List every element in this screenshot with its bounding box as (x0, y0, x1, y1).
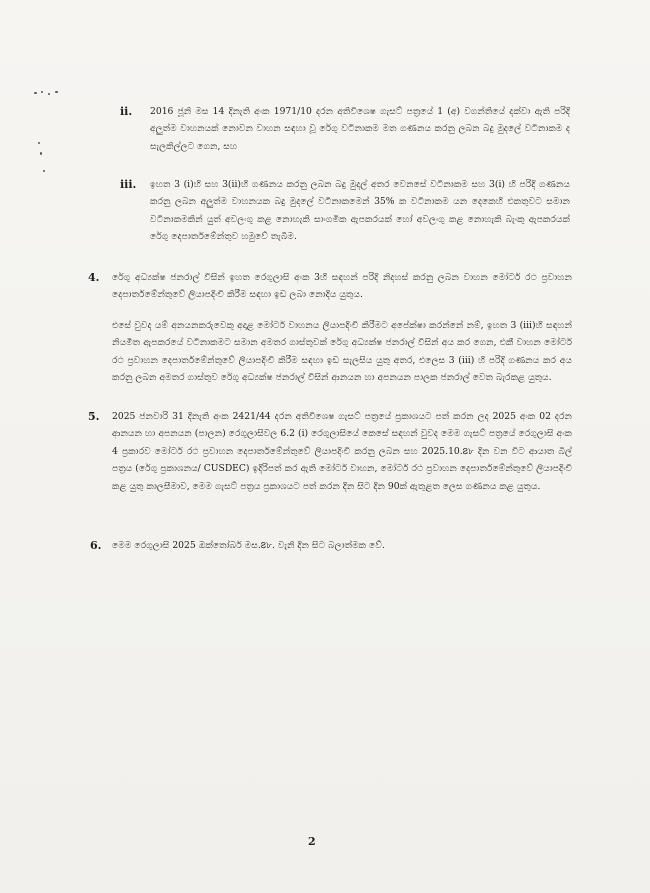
item-iii-number: iii. (120, 178, 137, 191)
page-number: 2 (308, 835, 316, 848)
item-ii-number: ii. (120, 105, 133, 118)
section-5-text: 2025 ජනවාරි 31 දිනැති අංක 2421/44 දරන අතිවිශෙෂ ගැසට් පත්‍රයේ ප්‍රකාශයට පත් කරන ලද 2025 අංක 02 දරන ආනයන හා අපනයන (පාලන) රෙගුලාසිවල 6.2 (i) රෙගුලාසියේ කෙසේ සඳහන් වුවද මෙම ගැසට් පත්‍රයේ රෙගුලාසි අංක 4 ප්‍රකාරව මෝටර් රථ ප්‍රවාහන දෙපාර්තමේන්තුවේ ලියාපදිංචි කරනු ලබන සහ 2025.10.౭৮ දින වන විට ආයාත බිල් පත්‍රය (රේගු ප්‍රකාශනය/ CUSDEC) ඉදිරිපත් කර ඇති මෝටර් වාහන, මෝටර් රථ ප්‍රවාහන දෙපාර්තමේන්තුවේ ලියාපදිංචි කළ යුතු කාලසීමාව, මෙම ගැසට් පත්‍රය ප්‍රකාශයට පත් කරන දින සිට දින 90ක් ඇතුළත ලෙස ගණනය කළ යුතුය. (112, 411, 572, 492)
scan-speck (48, 93, 50, 95)
scan-speck (55, 91, 58, 93)
section-4-text: රේගු අධ්‍යක්ෂ ජනරාල් විසින් ඉහත රෙගුලාසි අංක 3හි සඳහන් පරිදි නිදහස් කරනු ලබන වාහන මෝටර් රථ ප්‍රවාහන දෙපාර්තමේන්තුවේ ලියාපදිංචි කිරීම සඳහා ඉඩ ලබා නොදිය යුතුය. (112, 272, 572, 301)
section-6-number: 6. (90, 539, 102, 552)
item-ii-text: 2016 ජූනි මස 14 දිනැති අංක 1971/10 දරන අතිවිශෙෂ ගැසට් පත්‍රයේ 1 (අ) වගන්තියේ දක්වා ඇති පරිදි අලුත්ම වාහනයක් නොවන වාහන සඳහා වූ රේගු වටිනාකම මත ගණනය කරනු ලබන බදු මුදලේ වටිනාකම ද සැලකිල්ලට ගෙන, සහ (150, 106, 570, 152)
item-iii-text: ඉහත 3 (i)හි සහ 3(ii)හි ගණනය කරනු ලබන බදු මුදල් අතර වෙනසේ වටිනාකම සහ 3(i) හි පරිදි ගණනය කරනු ලබන අලුත්ම වාහනයක බදු මුදලේ වටිනාකමෙන් 35% ක වටිනාකම යන දෙකෙහි එකතුවට සමාන වටිනාකමකින් යුත් අවලංගු කළ නොහැකි සාංගමික ඇපකරයක් හෝ අවලංගු කළ නොහැකි බැංකු ඇපකරයක් රේගු දෙපාර්තමේන්තුව හමුවේ තැබීම. (150, 179, 570, 243)
section-4-number: 4. (88, 271, 100, 284)
scan-speck (41, 91, 43, 93)
section-4-continuation: එසේ වුවද යම් අනයනකරුවෙකු අදාළ මෝටර් වාහනය ලියාපදිංචි කිරීමට අපේක්ෂා කරන්නේ නම්, ඉහත 3 (iii)හි සඳහන් නියමිත ඇපකරයේ වටිනාකමට සමාන අමතර ගාස්තුවක් රේගු අධ්‍යක්ෂ ජනරාල් විසින් අය කර ගෙන, එකී වාහන මෝටර් රථ ප්‍රවාහන දෙපාර්තමේන්තුවේ ලියාපදිංචි කිරීම සඳහා ඉඩ සැලසිය යුතු අතර, එලෙස 3 (iii) හි පරිදි ගණනය කර අය කරනු ලබන අමතර ගාස්තුව රේගු අධ්‍යක්ෂ ජනරාල් විසින් ආනයන හා අපනයන පාලක ජනරාල් වෙත බැරකළ යුතුය. (112, 320, 572, 384)
section-5-number: 5. (88, 410, 100, 423)
scan-speck (38, 142, 40, 144)
section-6-text: මෙම රෙගුලාසි 2025 ඔක්තෝබර් මස.౭৮. වැනි දින සිට බලාත්මක වේ. (112, 540, 385, 551)
scan-speck (34, 92, 37, 94)
scan-speck (40, 152, 42, 155)
scan-speck (43, 170, 45, 172)
